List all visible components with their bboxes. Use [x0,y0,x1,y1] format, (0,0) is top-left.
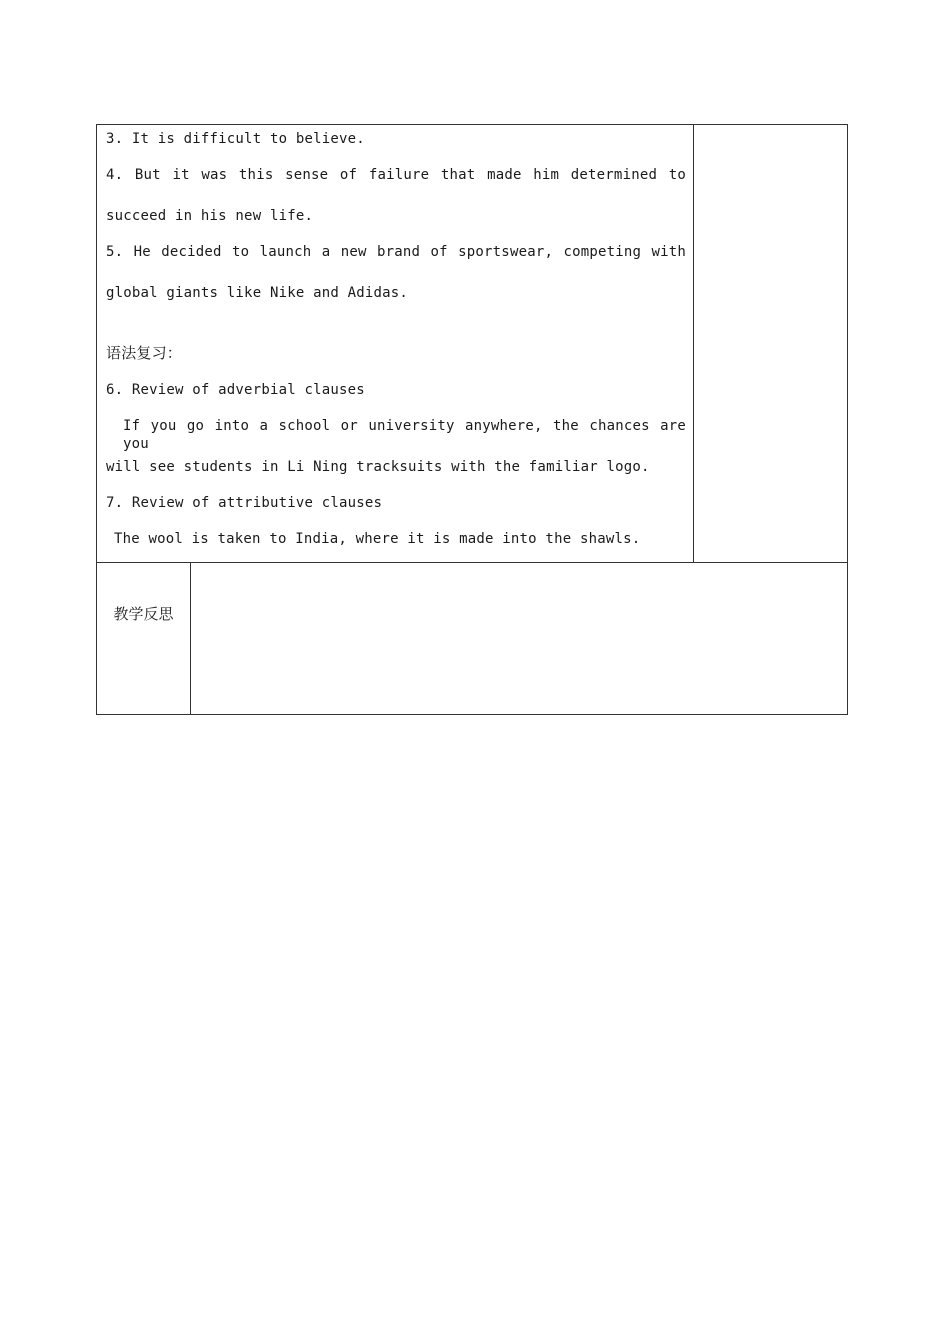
lesson-table [96,124,848,715]
reflection-label: 教学反思 [97,563,191,715]
item-6-example-line-2: will see students in Li Ning tracksuits with the familiar logo. [106,459,650,475]
reflection-body [191,563,848,715]
side-notes-cell [694,125,848,563]
sentence-3: 3. It is difficult to believe. [106,131,365,147]
sentence-4-line-2: succeed in his new life. [106,208,314,224]
item-7-example: The wool is taken to India, where it is made into the shawls. [114,531,641,547]
item-7-title: 7. Review of attributive clauses [106,495,383,511]
content-row [97,125,848,563]
sentence-4-line-1: 4. But it was this sense of failure that made him determined to [106,167,686,183]
item-6-example-line-1: If you go into a school or university anywhere, the chances are you [123,418,686,452]
sentence-5-line-1: 5. He decided to launch a new brand of sportswear, competing with [106,244,686,260]
item-6-title: 6. Review of adverbial clauses [106,382,365,398]
content-cell [97,125,694,563]
sentence-5-line-2: global giants like Nike and Adidas. [106,285,409,301]
grammar-review-heading: 语法复习： [106,344,183,362]
reflection-row [97,563,848,715]
